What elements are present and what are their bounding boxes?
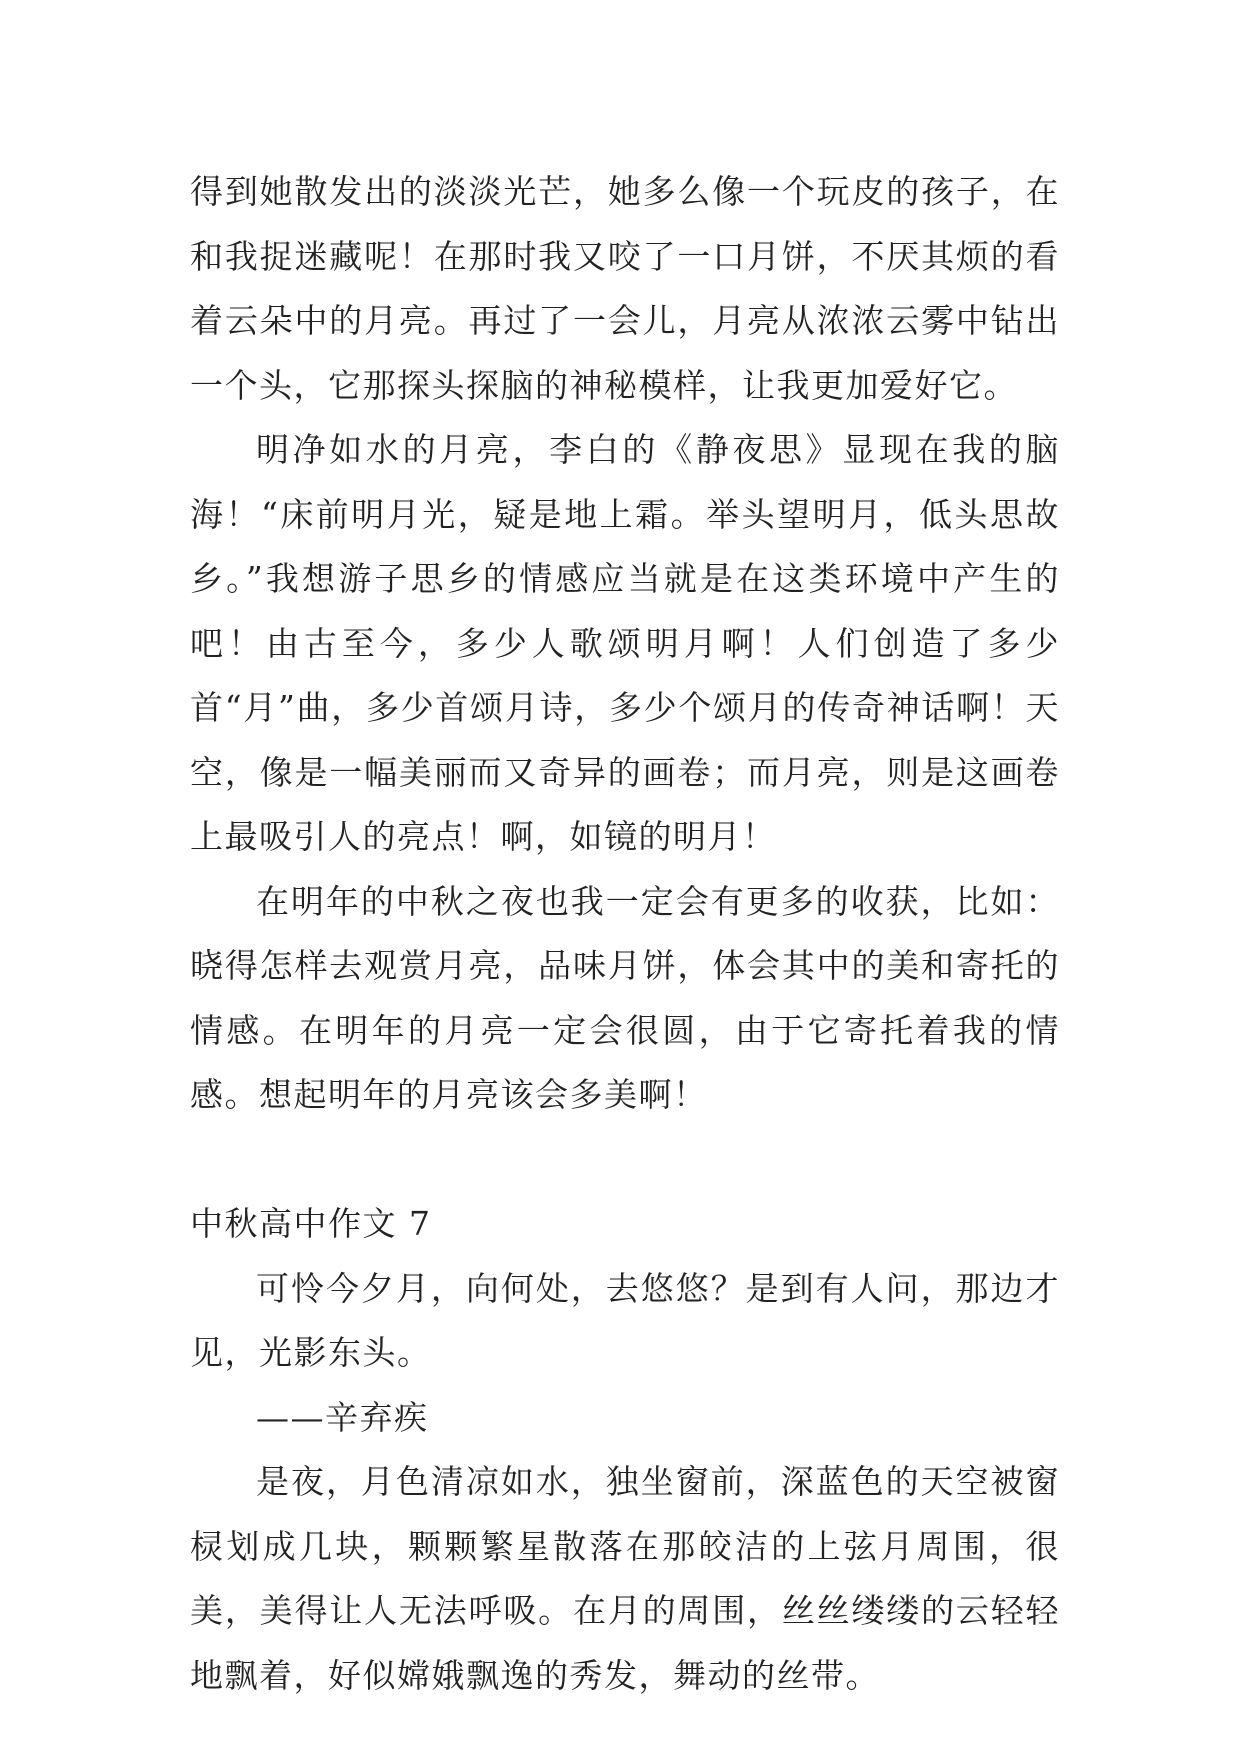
section-title: 中秋高中作文 7 xyxy=(190,1204,432,1243)
section-gap xyxy=(190,1128,1060,1193)
document-body xyxy=(190,160,1060,1708)
paragraph-moon-poem: 明净如水的月亮，李白的《静夜思》显现在我的脑海！“床前明月光，疑是地上霜。举头望明月，低头思故乡。”我想游子思乡的情感应当就是在这类环境中产生的吧！由古至今，多少人歌颂明月啊！人们创造了多少首“月”曲，多少首颂月诗，多少个颂月的传奇神话啊！天空，像是一幅美丽而又奇异的画卷；而月亮，则是这画卷上最吸引人的亮点！啊，如镜的明月！ xyxy=(190,430,1060,856)
quote-author: ——辛弃疾 xyxy=(256,1397,429,1437)
paragraph-night: 是夜，月色清凉如水，独坐窗前，深蓝色的天空被窗棂划成几块，颗颗繁星散落在那皎洁的上弦月周围，很美，美得让人无法呼吸。在月的周围，丝丝缕缕的云轻轻地飘着，好似嫦娥飘逸的秀发，舞动的丝带。 xyxy=(190,1462,1060,1695)
paragraph-next-year: 在明年的中秋之夜也我一定会有更多的收获，比如：晓得怎样去观赏月亮，品味月饼，体会其中的美和寄托的情感。在明年的月亮一定会很圆，由于它寄托着我的情感。想起明年的月亮该会多美啊！ xyxy=(190,881,1060,1114)
quote-text: 可怜今夕月，向何处，去悠悠？是到有人问，那边才见，光影东头。 xyxy=(190,1268,1060,1372)
paragraph-continuation: 得到她散发出的淡淡光芒，她多么像一个玩皮的孩子，在和我捉迷藏呢！在那时我又咬了一口月饼，不厌其烦的看着云朵中的月亮。再过了一会儿，月亮从浓浓云雾中钻出一个头，它那探头探脑的神秘模样，让我更加爱好它。 xyxy=(190,172,1060,405)
